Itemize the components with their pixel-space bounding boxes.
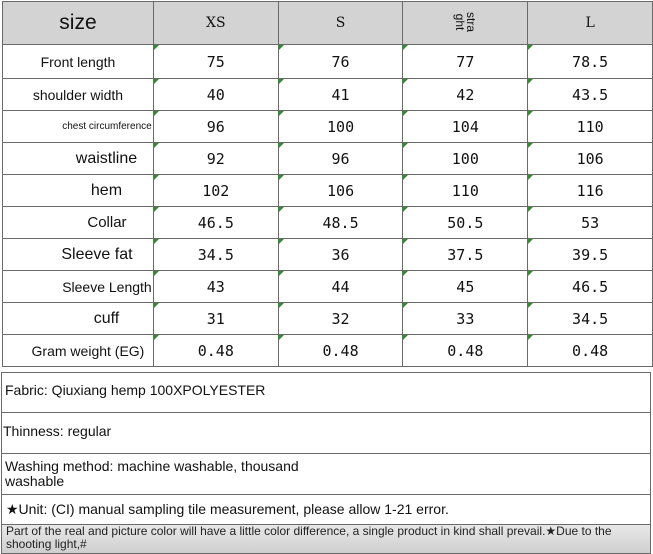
row-label: waistline <box>3 143 154 175</box>
table-cell: 43 <box>153 271 278 303</box>
table-cell: 92 <box>153 143 278 175</box>
table-row <box>3 143 653 175</box>
row-label: Gram weight (EG) <box>3 335 154 367</box>
table-cell: 42 <box>403 79 528 111</box>
table-cell: 0.48 <box>528 335 653 367</box>
washing-note-text: Washing method: machine washable, thousand washable <box>5 458 299 489</box>
size-column-s: S <box>278 2 403 45</box>
table-cell: 53 <box>528 207 653 239</box>
thinness-note: Thinness: regular <box>1 413 651 454</box>
table-cell: 76 <box>278 45 403 79</box>
table-row <box>3 79 653 111</box>
size-column-l: L <box>528 2 653 45</box>
table-row <box>3 111 653 143</box>
table-cell: 48.5 <box>278 207 403 239</box>
table-row <box>3 303 653 335</box>
table-cell: 31 <box>153 303 278 335</box>
table-cell: 40 <box>153 79 278 111</box>
size-table <box>2 1 653 367</box>
table-cell: 41 <box>278 79 403 111</box>
table-cell: 104 <box>403 111 528 143</box>
table-cell: 78.5 <box>528 45 653 79</box>
size-header-row <box>3 2 653 45</box>
table-cell: 102 <box>153 175 278 207</box>
table-cell: 0.48 <box>153 335 278 367</box>
color-difference-note: Part of the real and picture color will have a little color difference, a single product in kind shall prevail.★Due to the shooting light,# <box>1 525 651 554</box>
table-row <box>3 271 653 303</box>
row-label: Front length <box>3 45 154 79</box>
table-cell: 106 <box>528 143 653 175</box>
table-cell: 0.48 <box>278 335 403 367</box>
table-cell: 45 <box>403 271 528 303</box>
table-cell: 34.5 <box>528 303 653 335</box>
table-cell: 0.48 <box>403 335 528 367</box>
row-label: chest circumference <box>3 111 154 143</box>
row-label: cuff <box>3 303 154 335</box>
row-label: Sleeve Length <box>3 271 154 303</box>
row-label: Sleeve fat <box>3 239 154 271</box>
row-label: hem <box>3 175 154 207</box>
table-row <box>3 175 653 207</box>
table-row <box>3 239 653 271</box>
table-cell: 100 <box>278 111 403 143</box>
row-label: shoulder width <box>3 79 154 111</box>
table-cell: 32 <box>278 303 403 335</box>
row-label: Collar <box>3 207 154 239</box>
table-cell: 50.5 <box>403 207 528 239</box>
table-cell: 46.5 <box>528 271 653 303</box>
fabric-note: Fabric: Qiuxiang hemp 100XPOLYESTER <box>1 372 651 413</box>
table-cell: 34.5 <box>153 239 278 271</box>
table-cell: 96 <box>278 143 403 175</box>
size-column-m <box>403 2 528 45</box>
table-cell: 43.5 <box>528 79 653 111</box>
size-column-m-text: stra ght <box>453 11 479 32</box>
unit-note: ★Unit: (CI) manual sampling tile measurement, please allow 1-21 error. <box>1 495 651 525</box>
table-cell: 46.5 <box>153 207 278 239</box>
table-cell: 77 <box>403 45 528 79</box>
table-cell: 96 <box>153 111 278 143</box>
size-corner-label: size <box>3 2 154 45</box>
washing-note <box>1 454 651 495</box>
table-cell: 33 <box>403 303 528 335</box>
table-cell: 110 <box>403 175 528 207</box>
table-cell: 75 <box>153 45 278 79</box>
table-cell: 100 <box>403 143 528 175</box>
size-column-xs: XS <box>153 2 278 45</box>
table-cell: 116 <box>528 175 653 207</box>
table-row <box>3 45 653 79</box>
table-row <box>3 335 653 367</box>
table-row <box>3 207 653 239</box>
table-cell: 110 <box>528 111 653 143</box>
table-cell: 106 <box>278 175 403 207</box>
table-cell: 39.5 <box>528 239 653 271</box>
table-cell: 44 <box>278 271 403 303</box>
table-cell: 36 <box>278 239 403 271</box>
table-cell: 37.5 <box>403 239 528 271</box>
